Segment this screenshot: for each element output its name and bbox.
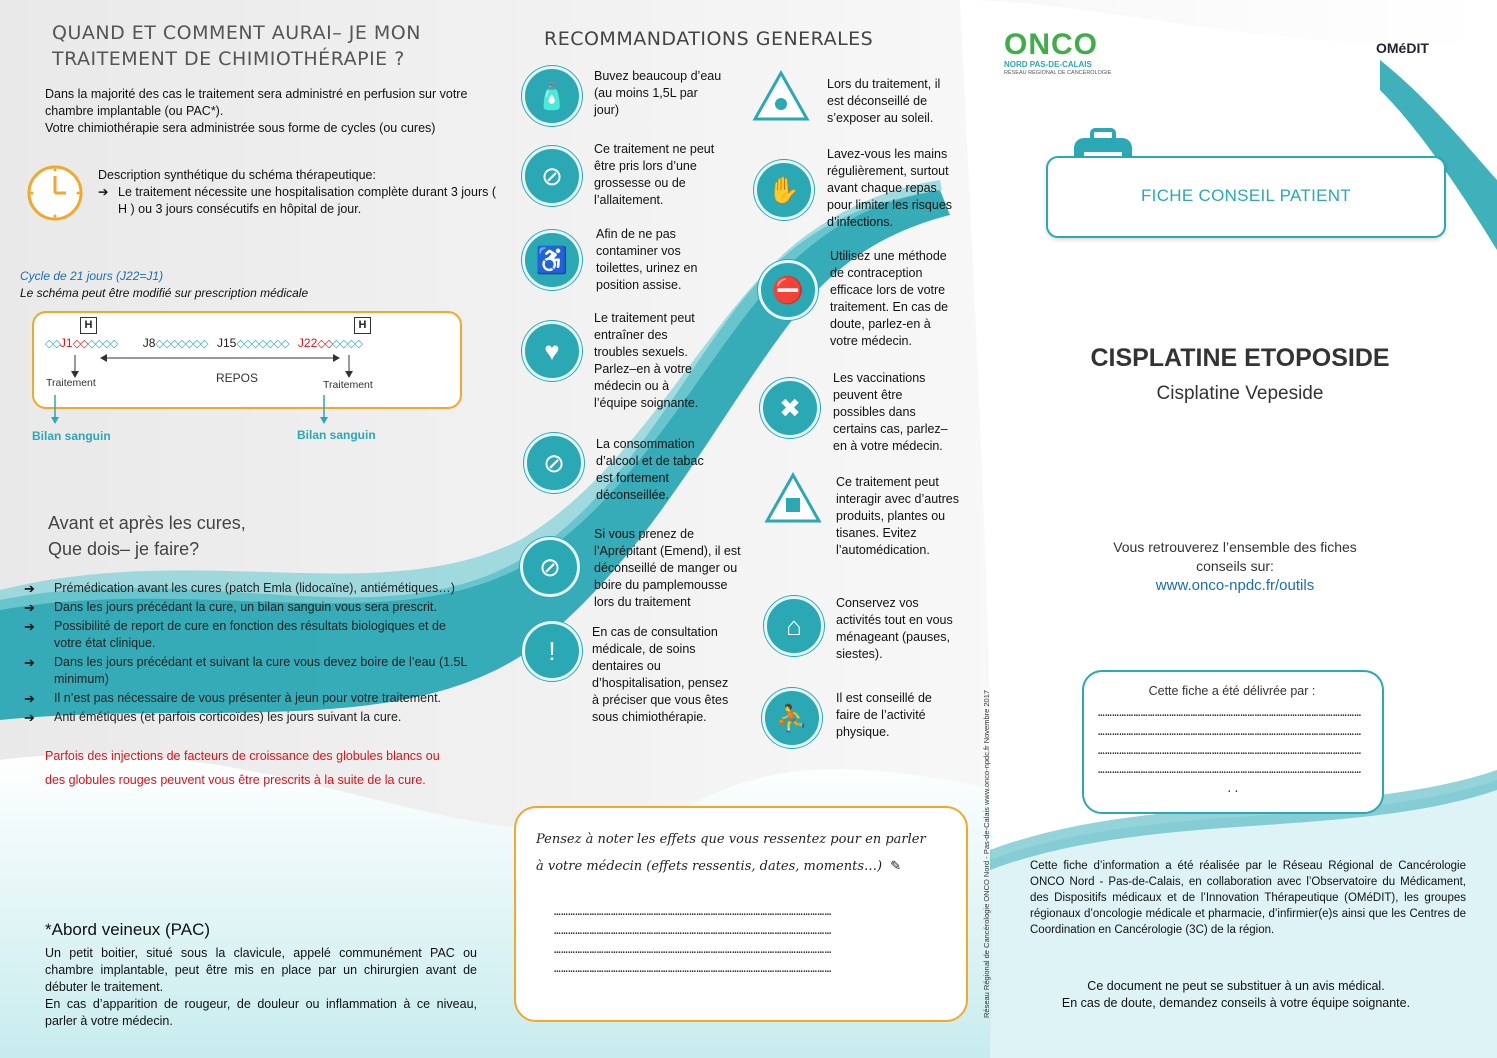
delivered-label: Cette fiche a été délivrée par : <box>1148 684 1316 698</box>
onco-logo-sub2: RÉSEAU RÉGIONAL DE CANCÉROLOGIE <box>1004 70 1112 76</box>
avant-list <box>24 580 469 728</box>
intro-text-2: Votre chimiothérapie sera administrée sous forme de cycles (ou cures) <box>45 121 436 135</box>
disclaimer-line-1: Ce document ne peut se substituer à un avis médical. <box>1087 979 1385 993</box>
j8-label: J8 <box>142 336 156 350</box>
avant-title <box>48 510 246 562</box>
arrow-icon: ➔ <box>98 185 109 199</box>
notes-line[interactable]: ……………………………………………………………………………………………………… <box>554 943 832 956</box>
notes-line[interactable]: ……………………………………………………………………………………………………… <box>554 962 832 975</box>
avant-title-line-1: Avant et après les cures, <box>48 513 246 533</box>
notes-title <box>536 826 936 880</box>
heart-icon: ♥ <box>522 321 582 381</box>
red-note <box>45 744 440 792</box>
down-arrow-icon <box>344 355 354 379</box>
rec-text: Lors du traitement, il est déconseillé de s’exposer au soleil. <box>827 77 941 125</box>
list-item: ➔ Possibilité de report de cure en fonction des résultats biologiques et de votre état clinique. <box>24 618 469 652</box>
cycle-line-2: Le schéma peut être modifié sur prescription médicale <box>20 286 309 300</box>
exclamation-icon: ! <box>522 621 582 681</box>
pencil-icon: ✎ <box>890 859 902 874</box>
sun-warning-icon <box>752 70 810 122</box>
red-note-line-1: Parfois des injections de facteurs de croissance des globules blancs ou <box>45 749 440 763</box>
disclaimer <box>1030 978 1442 1012</box>
rec-text: Les vaccinations peuvent être possibles dans certains cas, parlez– en à votre médecin. <box>833 371 948 453</box>
j15-label: J15 <box>216 336 237 350</box>
clock-icon <box>26 164 84 222</box>
drug-subtitle: Cisplatine Vepeside <box>1156 383 1324 404</box>
notes-line[interactable]: ……………………………………………………………………………………………………… <box>554 924 832 937</box>
rec-text: Conservez vos activités tout en vous ménageant (pauses, siestes). <box>836 596 953 661</box>
j22-label: J22 <box>297 336 318 350</box>
cycle-line-1: Cycle de 21 jours (J22=J1) <box>20 269 164 283</box>
down-arrow-icon <box>70 355 80 379</box>
water-bottle-icon: 🧴 <box>522 66 582 126</box>
notes-line[interactable]: ……………………………………………………………………………………………………… <box>554 905 832 918</box>
onco-logo-sub: NORD PAS-DE-CALAIS <box>1004 60 1092 69</box>
rec-text: Afin de ne pas contaminer vos toilettes, urinez en position assise. <box>596 227 698 292</box>
onco-url-link[interactable]: www.onco-npdc.fr/outils <box>1155 577 1315 594</box>
j1-label: J1 <box>59 336 73 350</box>
intro-text-1: Dans la majorité des cas le traitement sera administré en perfusion sur votre chambre implantable (ou PAC*). <box>45 87 468 118</box>
hospital-icon: H <box>80 317 97 334</box>
info-text: Cette fiche d’information a été réalisée par le Réseau Régional de Cancérologie ONCO Nord - Pas-de-Calais, en collaboration avec l’Observatoire du Médicament, des Dispositifs médicaux et de l’Innovation Thérapeutique (OMéDIT), les groupes régionaux d’oncologie médicale et pharmacie, d’infirmier(e)s ainsi que les Centres de Coordination en Cancérologie (3C) de la région. <box>1030 860 1466 936</box>
down-arrow-icon <box>50 395 60 425</box>
rec-text: En cas de consultation médicale, de soins dentaires ou d’hospitalisation, pensez à préciser que vous êtes sous chimiothérapie. <box>592 625 729 724</box>
pac-title: *Abord veineux (PAC) <box>45 920 211 939</box>
list-item: ➔ Dans les jours précédant la cure, un bilan sanguin vous sera prescrit. <box>24 599 469 616</box>
list-item: ➔ Prémédication avant les cures (patch Emla (lidocaïne), antiémétiques…) <box>24 580 469 597</box>
toilet-icon: ♿ <box>522 230 582 290</box>
desc-item <box>98 184 508 218</box>
no-alcohol-tobacco-icon: ⊘ <box>524 433 584 493</box>
disclaimer-line-2: En cas de doute, demandez conseils à votre équipe soignante. <box>1061 996 1411 1010</box>
hand-wash-icon: ✋ <box>754 160 814 220</box>
down-arrow-icon <box>319 395 329 425</box>
pac-text-2: En cas d’apparition de rougeur, de douleur ou inflammation à ce niveau, parler à votre médecin. <box>45 997 477 1028</box>
repos-arrow <box>100 353 340 363</box>
bilan-label: Bilan sanguin <box>32 429 111 443</box>
rec-text: Buvez beaucoup d’eau (au moins 1,5L par jour) <box>594 69 722 117</box>
contraception-icon: ⛔ <box>758 260 818 320</box>
rec-text: Le traitement peut entraîner des troubles sexuels. Parlez–en à votre médecin ou à l’équipe soignante. <box>594 311 699 410</box>
list-item: ➔ Il n’est pas nécessaire de vous présenter à jeun pour votre traitement. <box>24 690 469 707</box>
traitement-label: Traitement <box>323 379 373 391</box>
rec-text: Utilisez une méthode de contraception efficace lors de votre traitement. En cas de doute, parlez-en à votre médecin. <box>830 249 949 348</box>
delivered-line[interactable]: ………………………………………………………………………………………………… <box>1098 744 1362 757</box>
traitement-label: Traitement <box>46 377 96 389</box>
cycle-timeline: ◇◇J1◇◇◇◇◇◇ J8◇◇◇◇◇◇◇ J15◇◇◇◇◇◇◇ J22◇◇◇◇◇◇ <box>45 336 363 350</box>
rec-text: Ce traitement ne peut être pris lors d’une grossesse ou de l’allaitement. <box>594 142 715 207</box>
syringe-icon: ✖ <box>760 378 820 438</box>
delivered-line[interactable]: ………………………………………………………………………………………………… <box>1098 763 1362 776</box>
interaction-warning-icon <box>764 472 822 524</box>
delivered-line[interactable]: ………………………………………………………………………………………………… <box>1098 706 1362 719</box>
fiche-label: FICHE CONSEIL PATIENT <box>1140 186 1351 205</box>
rec-text: Ce traitement peut interagir avec d’autres produits, plantes ou tisanes. Evitez l’automédication. <box>836 475 959 557</box>
rec-text: Si vous prenez de l’Aprépitant (Emend), il est déconseillé de manger ou boire du pamplemousse lors du traitement <box>594 527 741 609</box>
left-title: QUAND ET COMMENT AURAI– JE MON TRAITEMENT DE CHIMIOTHÉRAPIE ? <box>52 22 421 70</box>
cycling-icon: ⛹ <box>762 688 822 748</box>
notes-title-text: Pensez à noter les effets que vous ressentez pour en parler à votre médecin (effets ressentis, dates, moments…) <box>536 832 926 874</box>
onco-logo: ONCO <box>1004 28 1098 61</box>
desc-label: Description synthétique du schéma thérapeutique: <box>98 168 376 182</box>
vertical-credit: Réseau Régional de Cancérologie ONCO Nord - Pas-de-Calais www.onco-npdc.fr Novembre 2017 <box>982 689 991 1018</box>
avant-title-line-2: Que dois– je faire? <box>48 539 200 559</box>
rec-text: Lavez-vous les mains régulièrement, surtout avant chaque repas pour limiter les risques d’infections. <box>827 147 953 229</box>
recommendations-title: RECOMMANDATIONS GENERALES <box>544 28 874 50</box>
list-item: ➔ Dans les jours précédant et suivant la cure vous devez boire de l’eau (1.5L minimum) <box>24 654 469 688</box>
repos-label: REPOS <box>216 371 259 385</box>
rec-text: La consommation d’alcool et de tabac est fortement déconseillée. <box>596 437 704 502</box>
desc-item-text: Le traitement nécessite une hospitalisation complète durant 3 jours ( H ) ou 3 jours consécutifs en hôpital de jour. <box>118 185 496 216</box>
red-note-line-2: des globules rouges peuvent vous être prescrits à la suite de la cure. <box>45 773 426 787</box>
omedit-logo: OMéDIT <box>1376 40 1429 56</box>
rec-text: Il est conseillé de faire de l’activité physique. <box>836 691 932 739</box>
no-pregnancy-icon: ⊘ <box>522 146 582 206</box>
list-item: ➔ Anti émétiques (et parfois corticoïdes) les jours suivant la cure. <box>24 709 469 726</box>
retrouvez-text: Vous retrouverez l’ensemble des fiches conseils sur: <box>1113 539 1357 574</box>
pac-text-1: Un petit boitier, situé sous la clavicule, appelé communément PAC ou chambre implantable, peut être mis en place par un chirurgien avant de débuter le traitement. <box>45 946 477 994</box>
bed-rest-icon: ⌂ <box>764 596 824 656</box>
bilan-label: Bilan sanguin <box>297 428 376 442</box>
hospital-icon: H <box>354 317 371 334</box>
delivered-line[interactable]: ………………………………………………………………………………………………… <box>1098 725 1362 738</box>
no-grapefruit-icon: ⊘ <box>520 537 580 597</box>
drug-title: CISPLATINE ETOPOSIDE <box>1090 344 1390 372</box>
delivered-end: .. <box>1226 782 1241 795</box>
